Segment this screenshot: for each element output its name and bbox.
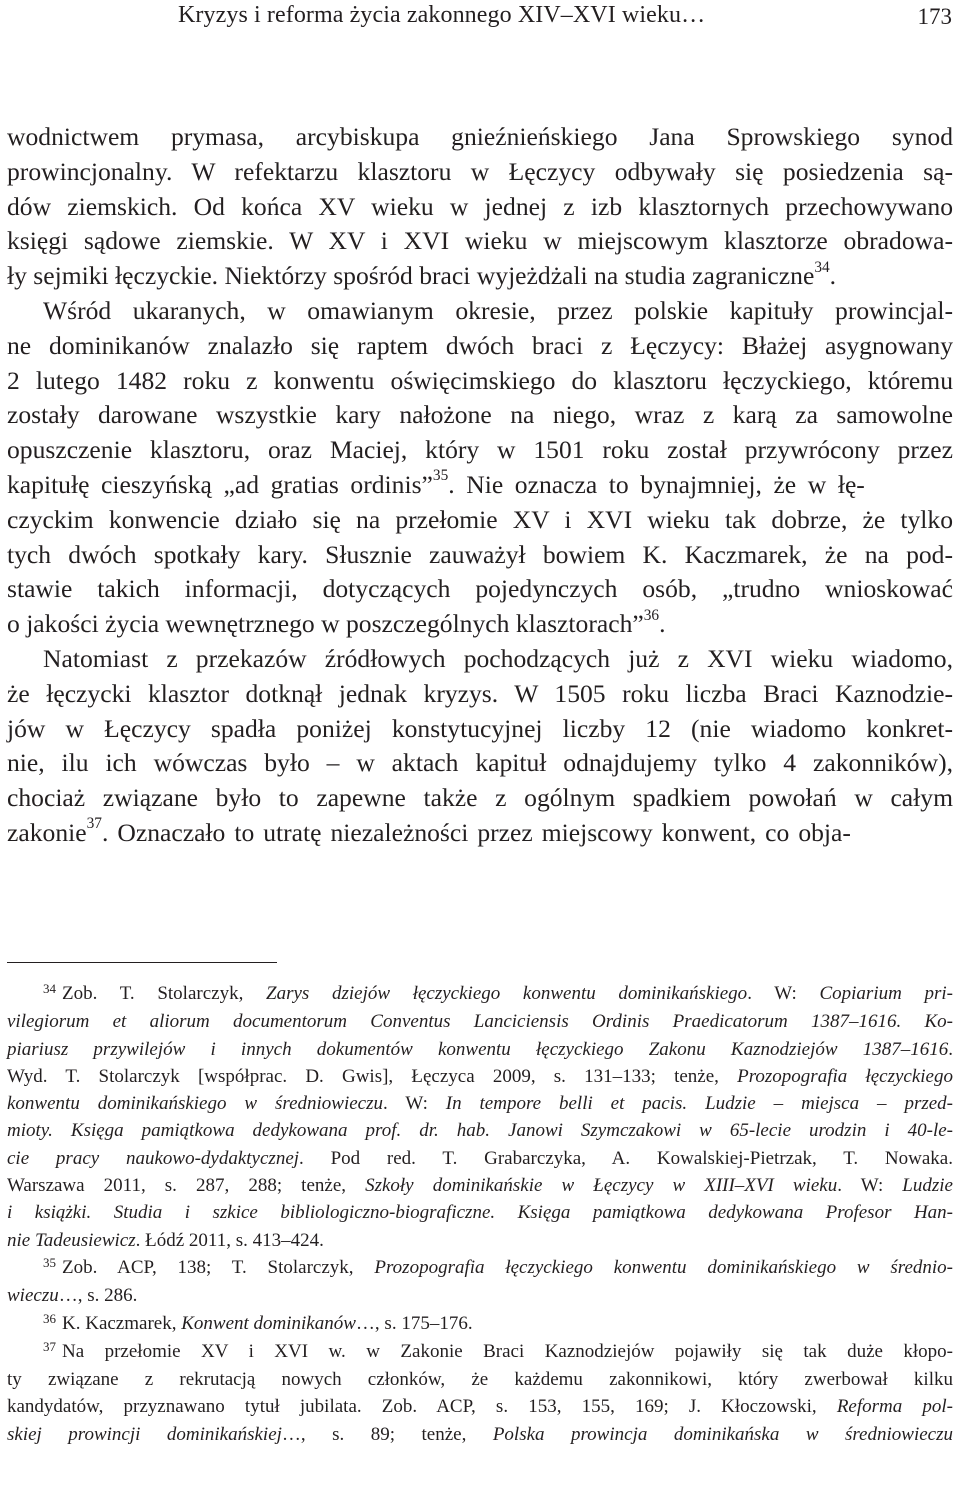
- text-segment: . Oznaczało to utratę niezależności przez miejscowy konwent, co obja-: [101, 817, 851, 847]
- footnote-number: 35: [43, 1254, 56, 1270]
- footnote-text: . Pod red. T. Grabarczyka, A. Kowalskiej-Pietrzak, T. Nowaka.: [299, 1147, 953, 1169]
- footnote-37: [7, 1338, 953, 1366]
- text-segment: ły sejmiki łęczyckie. Niektórzy spośród braci wyjeżdżali na studia zagraniczne: [7, 261, 815, 291]
- text-line: ne dominikanów znalazło się raptem dwóch braci z Łęczycy: Błażej asygnowany: [7, 330, 953, 360]
- text-line: czyckim konwencie działo się na przełomie XV i XVI wieku tak dobrze, że tylko: [7, 504, 953, 534]
- footnote-text: . W:: [383, 1093, 446, 1115]
- main-text: [7, 120, 953, 851]
- footnote-text: …, s. 175–176.: [355, 1312, 473, 1334]
- footnote-number: 34: [43, 981, 56, 996]
- footnote-line: [7, 1063, 953, 1090]
- text-line: że łęczycki klasztor dotknął jednak kryzys. W 1505 roku liczba Braci Kaznodzie-: [7, 678, 953, 708]
- footnote-text: K. Kaczmarek,: [62, 1312, 182, 1334]
- text-segment: kapitułę cieszyńską „ad gratias ordinis”: [7, 469, 433, 499]
- footnote-text: Warszawa 2011, s. 287, 288; tenże,: [7, 1175, 366, 1197]
- text-line: dów ziemskich. Od końca XV wieku w jednej z izb klasztornych przechowywano: [7, 191, 953, 221]
- footnote-number: 36: [43, 1310, 56, 1326]
- text-line: księgi sądowe ziemskie. W XV i XVI wieku w miejscowym klasztorze obradowa-: [7, 226, 953, 256]
- text-line: 2 lutego 1482 roku z konwentu oświęcimskiego do klasztoru łęczyckiego, któremu: [7, 365, 953, 395]
- footnote-text: kandydatów, przyznawano tytuł jubilata. Zob. ACP, s. 153, 155, 169; J. Kłoczowski,: [7, 1396, 837, 1418]
- page-number: 173: [917, 4, 952, 29]
- footnote-line: [7, 1145, 953, 1172]
- footnote-text: Prozopografia łęczyckiego: [737, 1065, 953, 1087]
- text-segment: zakonie: [7, 817, 87, 847]
- footnote-text: Prozopografia łęczyckiego konwentu dominikańskiego w średnio-: [374, 1256, 953, 1278]
- text-line: [7, 468, 953, 503]
- text-line: Natomiast z przekazów źródłowych pochodzących już z XVI wieku wiadomo,: [43, 643, 953, 673]
- footnote-text: Copiarium pri-: [819, 983, 953, 1004]
- footnote-text: Zob. T. Stolarczyk,: [62, 983, 266, 1004]
- footnote-text: .: [948, 1038, 953, 1060]
- footnotes: [7, 980, 953, 1448]
- footnote-34: [7, 980, 953, 1008]
- footnote-text: wieczu: [7, 1285, 59, 1307]
- text-line: chociaż związane było to zapewne także z ogólnym spadkiem powołań w całym: [7, 783, 953, 813]
- text-line: nie, ilu ich wówczas było – w aktach kapituł odnajdujemy tylko 4 zakonników),: [7, 748, 953, 778]
- footnote-text: Reforma pol-: [836, 1396, 953, 1418]
- footnote-line: [7, 1172, 953, 1199]
- text-line: [7, 816, 953, 851]
- footnote-separator: [7, 962, 277, 963]
- text-line: prowincjonalny. W refektarzu klasztoru w Łęczycy odbywały się posiedzenia są-: [7, 156, 953, 186]
- footnote-text: cie pracy naukowo-dydaktycznej: [7, 1147, 300, 1169]
- footnote-ref-34[interactable]: 34: [814, 258, 830, 276]
- running-title: Kryzys i reforma życia zakonnego XIV–XVI wieku…: [178, 2, 706, 28]
- text-line: zostały darowane wszystkie kary nałożone na niego, wraz z karą za samowolne: [7, 400, 953, 430]
- text-segment: o jakości życia wewnętrznego w poszczególnych klasztorach”: [7, 609, 644, 639]
- text-line: [7, 607, 953, 642]
- footnote-text: Wyd. T. Stolarczyk [współprac. D. Gwis], Łęczyca 2009, s. 131–133; tenże,: [7, 1065, 738, 1087]
- footnote-line: [7, 1008, 953, 1035]
- text-line: stawie takich informacji, dotyczących pojedynczych osób, „trudno wnioskować: [7, 574, 953, 604]
- footnote-line: [7, 1036, 953, 1063]
- text-line: jów w Łęczycy spadła poniżej konstytucyjnej liczby 12 (nie wiadomo konkret-: [7, 713, 953, 743]
- footnote-text: konwentu dominikańskiego w średniowieczu: [7, 1093, 384, 1115]
- footnote-line: ty związane z rekrutacją nowych członków, że każdemu zakonnikowi, który zwerbował kilku: [7, 1369, 953, 1391]
- running-header: [0, 0, 960, 40]
- footnote-text: nie Tadeusiewicz: [7, 1229, 136, 1251]
- footnote-text: piariusz przywilejów i innych dokumentów konwentu łęczyckiego Zakonu Kaznodziejów 1387–1616: [7, 1038, 949, 1060]
- footnote-text: vilegiorum et aliorum documentorum Conventus Lanciciensis Ordinis Praedicatorum 1387–1616. Ko-: [7, 1011, 953, 1033]
- footnote-35: [7, 1254, 953, 1282]
- footnote-36: [7, 1310, 953, 1338]
- footnote-line: [7, 1393, 953, 1420]
- footnote-line: [7, 1090, 953, 1117]
- footnote-ref-37[interactable]: 37: [86, 815, 102, 833]
- footnote-line: [7, 1199, 953, 1226]
- footnote-text: Zarys dziejów łęczyckiego konwentu dominikańskiego: [266, 983, 748, 1004]
- text-segment: .: [829, 261, 837, 291]
- footnote-text: Konwent dominikanów: [181, 1312, 356, 1334]
- text-segment: .: [659, 609, 666, 639]
- footnote-text: mioty. Księga pamiątkowa dedykowana prof. dr. hab. Janowi Szymczakowi w 65-lecie urodzin i 40-le-: [7, 1120, 953, 1142]
- footnote-ref-35[interactable]: 35: [432, 467, 449, 485]
- text-line: wodnictwem prymasa, arcybiskupa gnieźnieńskiego Jana Sprowskiego synod: [7, 122, 953, 151]
- text-line: opuszczenie klasztoru, oraz Maciej, który w 1501 roku został przywrócony przez: [7, 435, 953, 465]
- footnote-line: [7, 1421, 953, 1448]
- footnote-text: Zob. ACP, 138; T. Stolarczyk,: [62, 1256, 375, 1278]
- footnote-text: . W:: [837, 1175, 903, 1197]
- footnote-line: [7, 1117, 953, 1144]
- footnote-text: skiej prowincji dominikańskiej: [7, 1423, 282, 1445]
- footnote-line: [7, 1227, 953, 1254]
- text-segment: . Nie oznacza to bynajmniej, że w łę-: [448, 469, 865, 499]
- footnote-text: . Łódź 2011, s. 413–424.: [135, 1229, 324, 1251]
- text-line: tych dwóch spotkały kary. Słusznie zauważył bowiem K. Kaczmarek, że na pod-: [7, 539, 953, 569]
- footnote-text: Szkoły dominikańskie w Łęczycy w XIII–XVI wieku: [365, 1175, 838, 1197]
- footnote-text: Polska prowincja dominikańska w średniowieczu: [492, 1423, 953, 1445]
- footnote-text: Ludzie: [902, 1175, 953, 1197]
- footnote-text: i książki. Studia i szkice bibliologiczno-biograficzne. Księga pamiątkowa dedykowana Profesor Han-: [7, 1202, 953, 1224]
- footnote-ref-36[interactable]: 36: [643, 606, 660, 624]
- text-line: Wśród ukaranych, w omawianym okresie, przez polskie kapituły prowincjal-: [43, 295, 953, 325]
- footnote-number: 37: [43, 1338, 56, 1354]
- footnote-text: . W:: [747, 983, 820, 1004]
- footnote-text: In tempore belli et pacis. Ludzie – miejsca – przed-: [445, 1093, 954, 1115]
- footnote-text: Na przełomie XV i XVI w. w Zakonie Braci Kaznodziejów pojawiły się tak duże kłopo-: [62, 1340, 953, 1362]
- footnote-line: [7, 1282, 953, 1309]
- footnote-text: …, s. 286.: [58, 1285, 138, 1307]
- text-line: [7, 259, 953, 294]
- footnote-text: …, s. 89; tenże,: [281, 1423, 493, 1445]
